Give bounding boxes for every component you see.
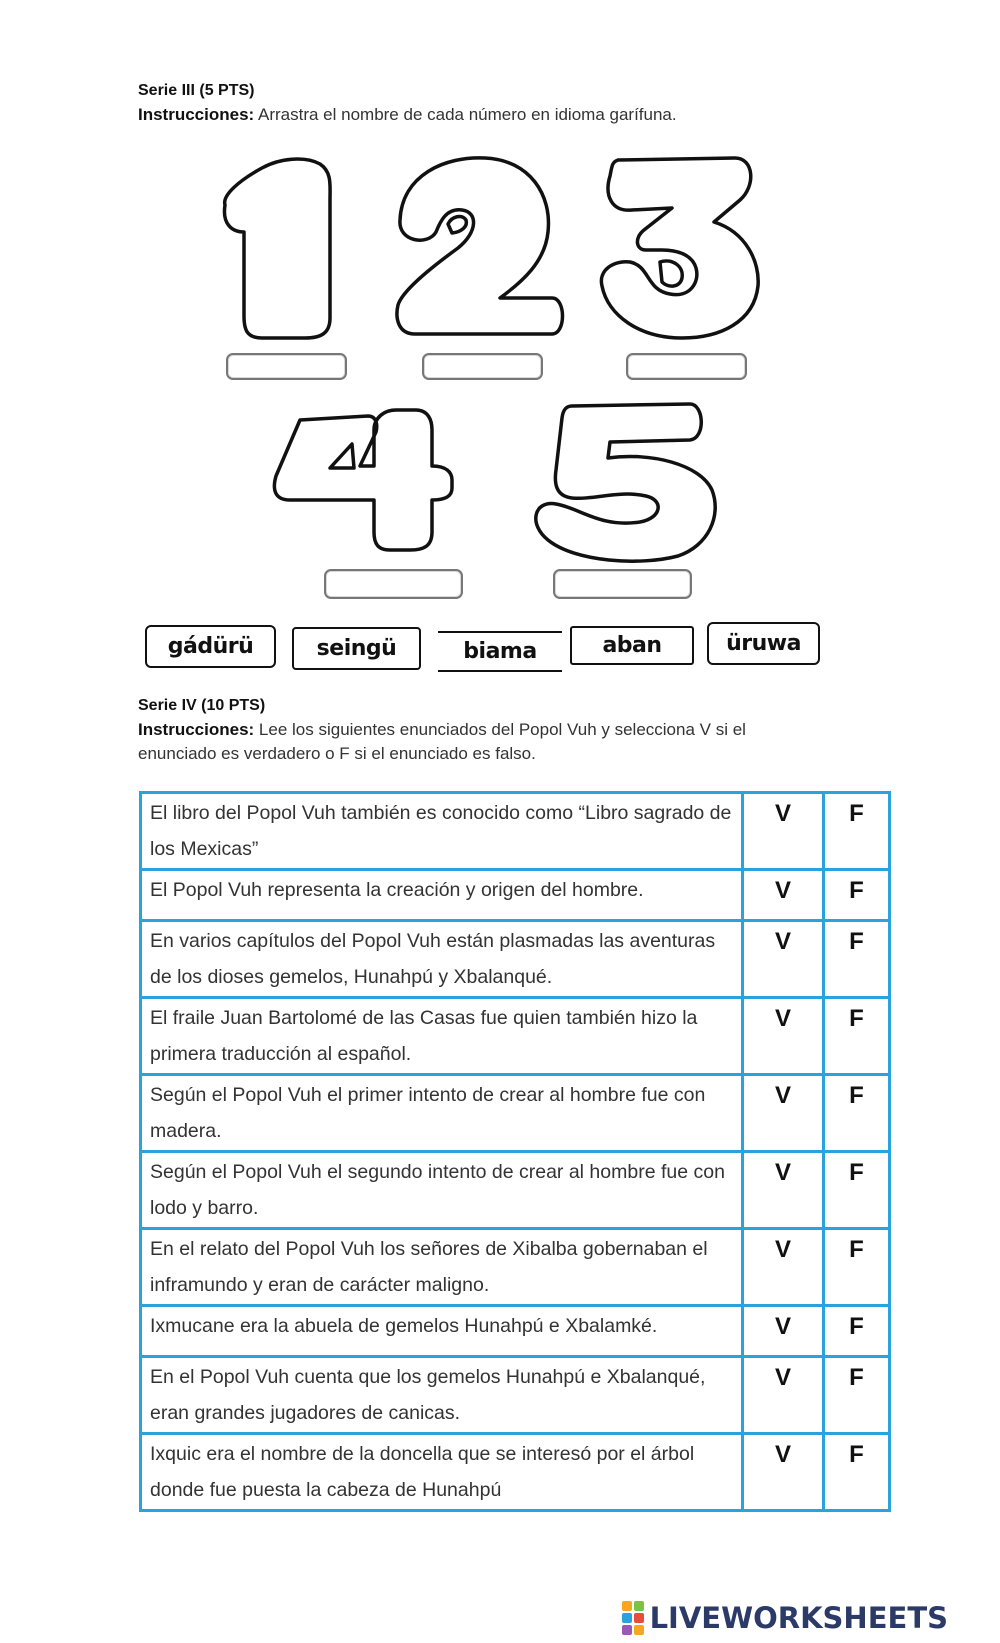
liveworksheets-logo-icon — [622, 1601, 644, 1635]
option-false-9[interactable]: F — [824, 1357, 890, 1434]
option-true-5[interactable]: V — [743, 1075, 824, 1152]
number-4-outline — [274, 410, 452, 550]
number-5-outline — [536, 404, 715, 561]
option-false-7[interactable]: F — [824, 1229, 890, 1306]
option-false-6[interactable]: F — [824, 1152, 890, 1229]
serie3-instructions-label: Instrucciones: — [138, 105, 255, 124]
dropbox-number-2[interactable] — [422, 353, 543, 380]
table-row — [141, 793, 890, 870]
option-true-6[interactable]: V — [743, 1152, 824, 1229]
statement-1: El libro del Popol Vuh también es conocido como “Libro sagrado de los Mexicas” — [141, 793, 743, 870]
serie4-instructions-label: Instrucciones: — [138, 720, 255, 739]
number-2-inner-curl — [448, 217, 466, 233]
option-false-2[interactable]: F — [824, 870, 890, 921]
true-false-table — [139, 791, 891, 1512]
statement-6: Según el Popol Vuh el segundo intento de crear al hombre fue con lodo y barro. — [141, 1152, 743, 1229]
number-4-inner-cut — [330, 444, 354, 468]
option-true-8[interactable]: V — [743, 1306, 824, 1357]
table-row — [141, 1434, 890, 1511]
dropbox-number-5[interactable] — [553, 569, 692, 599]
serie4-instructions — [138, 718, 828, 766]
number-3-inner-curl — [660, 261, 682, 286]
table-row — [141, 870, 890, 921]
option-true-7[interactable]: V — [743, 1229, 824, 1306]
option-false-10[interactable]: F — [824, 1434, 890, 1511]
serie4-instructions-text: Lee los siguientes enunciados del Popol Vuh y selecciona V si el enunciado es verdadero o F si el enunciado es falso. — [138, 720, 746, 763]
table-row — [141, 1229, 890, 1306]
number-1-outline — [224, 159, 330, 338]
statement-8: Ixmucane era la abuela de gemelos Hunahpú e Xbalamké. — [141, 1306, 743, 1357]
dropbox-number-4[interactable] — [324, 569, 463, 599]
option-true-1[interactable]: V — [743, 793, 824, 870]
number-2-outline — [397, 158, 563, 334]
statement-4: El fraile Juan Bartolomé de las Casas fue quien también hizo la primera traducción al español. — [141, 998, 743, 1075]
table-row — [141, 1152, 890, 1229]
statement-7: En el relato del Popol Vuh los señores de Xibalba gobernaban el inframundo y eran de carácter maligno. — [141, 1229, 743, 1306]
statement-3: En varios capítulos del Popol Vuh están plasmadas las aventuras de los dioses gemelos, Hunahpú y Xbalanqué. — [141, 921, 743, 998]
serie3-instructions — [138, 103, 828, 127]
option-false-4[interactable]: F — [824, 998, 890, 1075]
liveworksheets-wordmark: LIVEWORKSHEETS — [649, 1601, 948, 1635]
serie3-title: Serie III (5 PTS) — [138, 82, 255, 99]
number-3-outline — [601, 158, 758, 338]
word-tile-gadurу[interactable]: gádürü — [145, 625, 276, 668]
table-row — [141, 1075, 890, 1152]
word-tile-seingu[interactable]: seingü — [292, 627, 421, 670]
option-true-4[interactable]: V — [743, 998, 824, 1075]
serie3-instructions-text: Arrastra el nombre de cada número en idioma garífuna. — [254, 105, 677, 124]
serie4-title: Serie IV (10 PTS) — [138, 697, 266, 714]
word-tile-uruwa[interactable]: üruwa — [707, 622, 820, 665]
table-row — [141, 998, 890, 1075]
option-false-1[interactable]: F — [824, 793, 890, 870]
option-false-5[interactable]: F — [824, 1075, 890, 1152]
option-true-9[interactable]: V — [743, 1357, 824, 1434]
statement-10: Ixquic era el nombre de la doncella que se interesó por el árbol donde fue puesta la cabeza de Hunahpú — [141, 1434, 743, 1511]
table-row — [141, 921, 890, 998]
liveworksheets-brand — [622, 1601, 948, 1635]
option-true-2[interactable]: V — [743, 870, 824, 921]
statement-5: Según el Popol Vuh el primer intento de crear al hombre fue con madera. — [141, 1075, 743, 1152]
option-true-10[interactable]: V — [743, 1434, 824, 1511]
dropbox-number-1[interactable] — [226, 353, 347, 380]
table-row — [141, 1357, 890, 1434]
option-false-3[interactable]: F — [824, 921, 890, 998]
option-false-8[interactable]: F — [824, 1306, 890, 1357]
dropbox-number-3[interactable] — [626, 353, 747, 380]
statement-2: El Popol Vuh representa la creación y origen del hombre. — [141, 870, 743, 921]
word-tile-biama[interactable]: biama — [438, 631, 562, 670]
statement-9: En el Popol Vuh cuenta que los gemelos Hunahpú e Xbalanqué, eran grandes jugadores de canicas. — [141, 1357, 743, 1434]
table-row — [141, 1306, 890, 1357]
option-true-3[interactable]: V — [743, 921, 824, 998]
word-tile-aban[interactable]: aban — [570, 626, 694, 665]
